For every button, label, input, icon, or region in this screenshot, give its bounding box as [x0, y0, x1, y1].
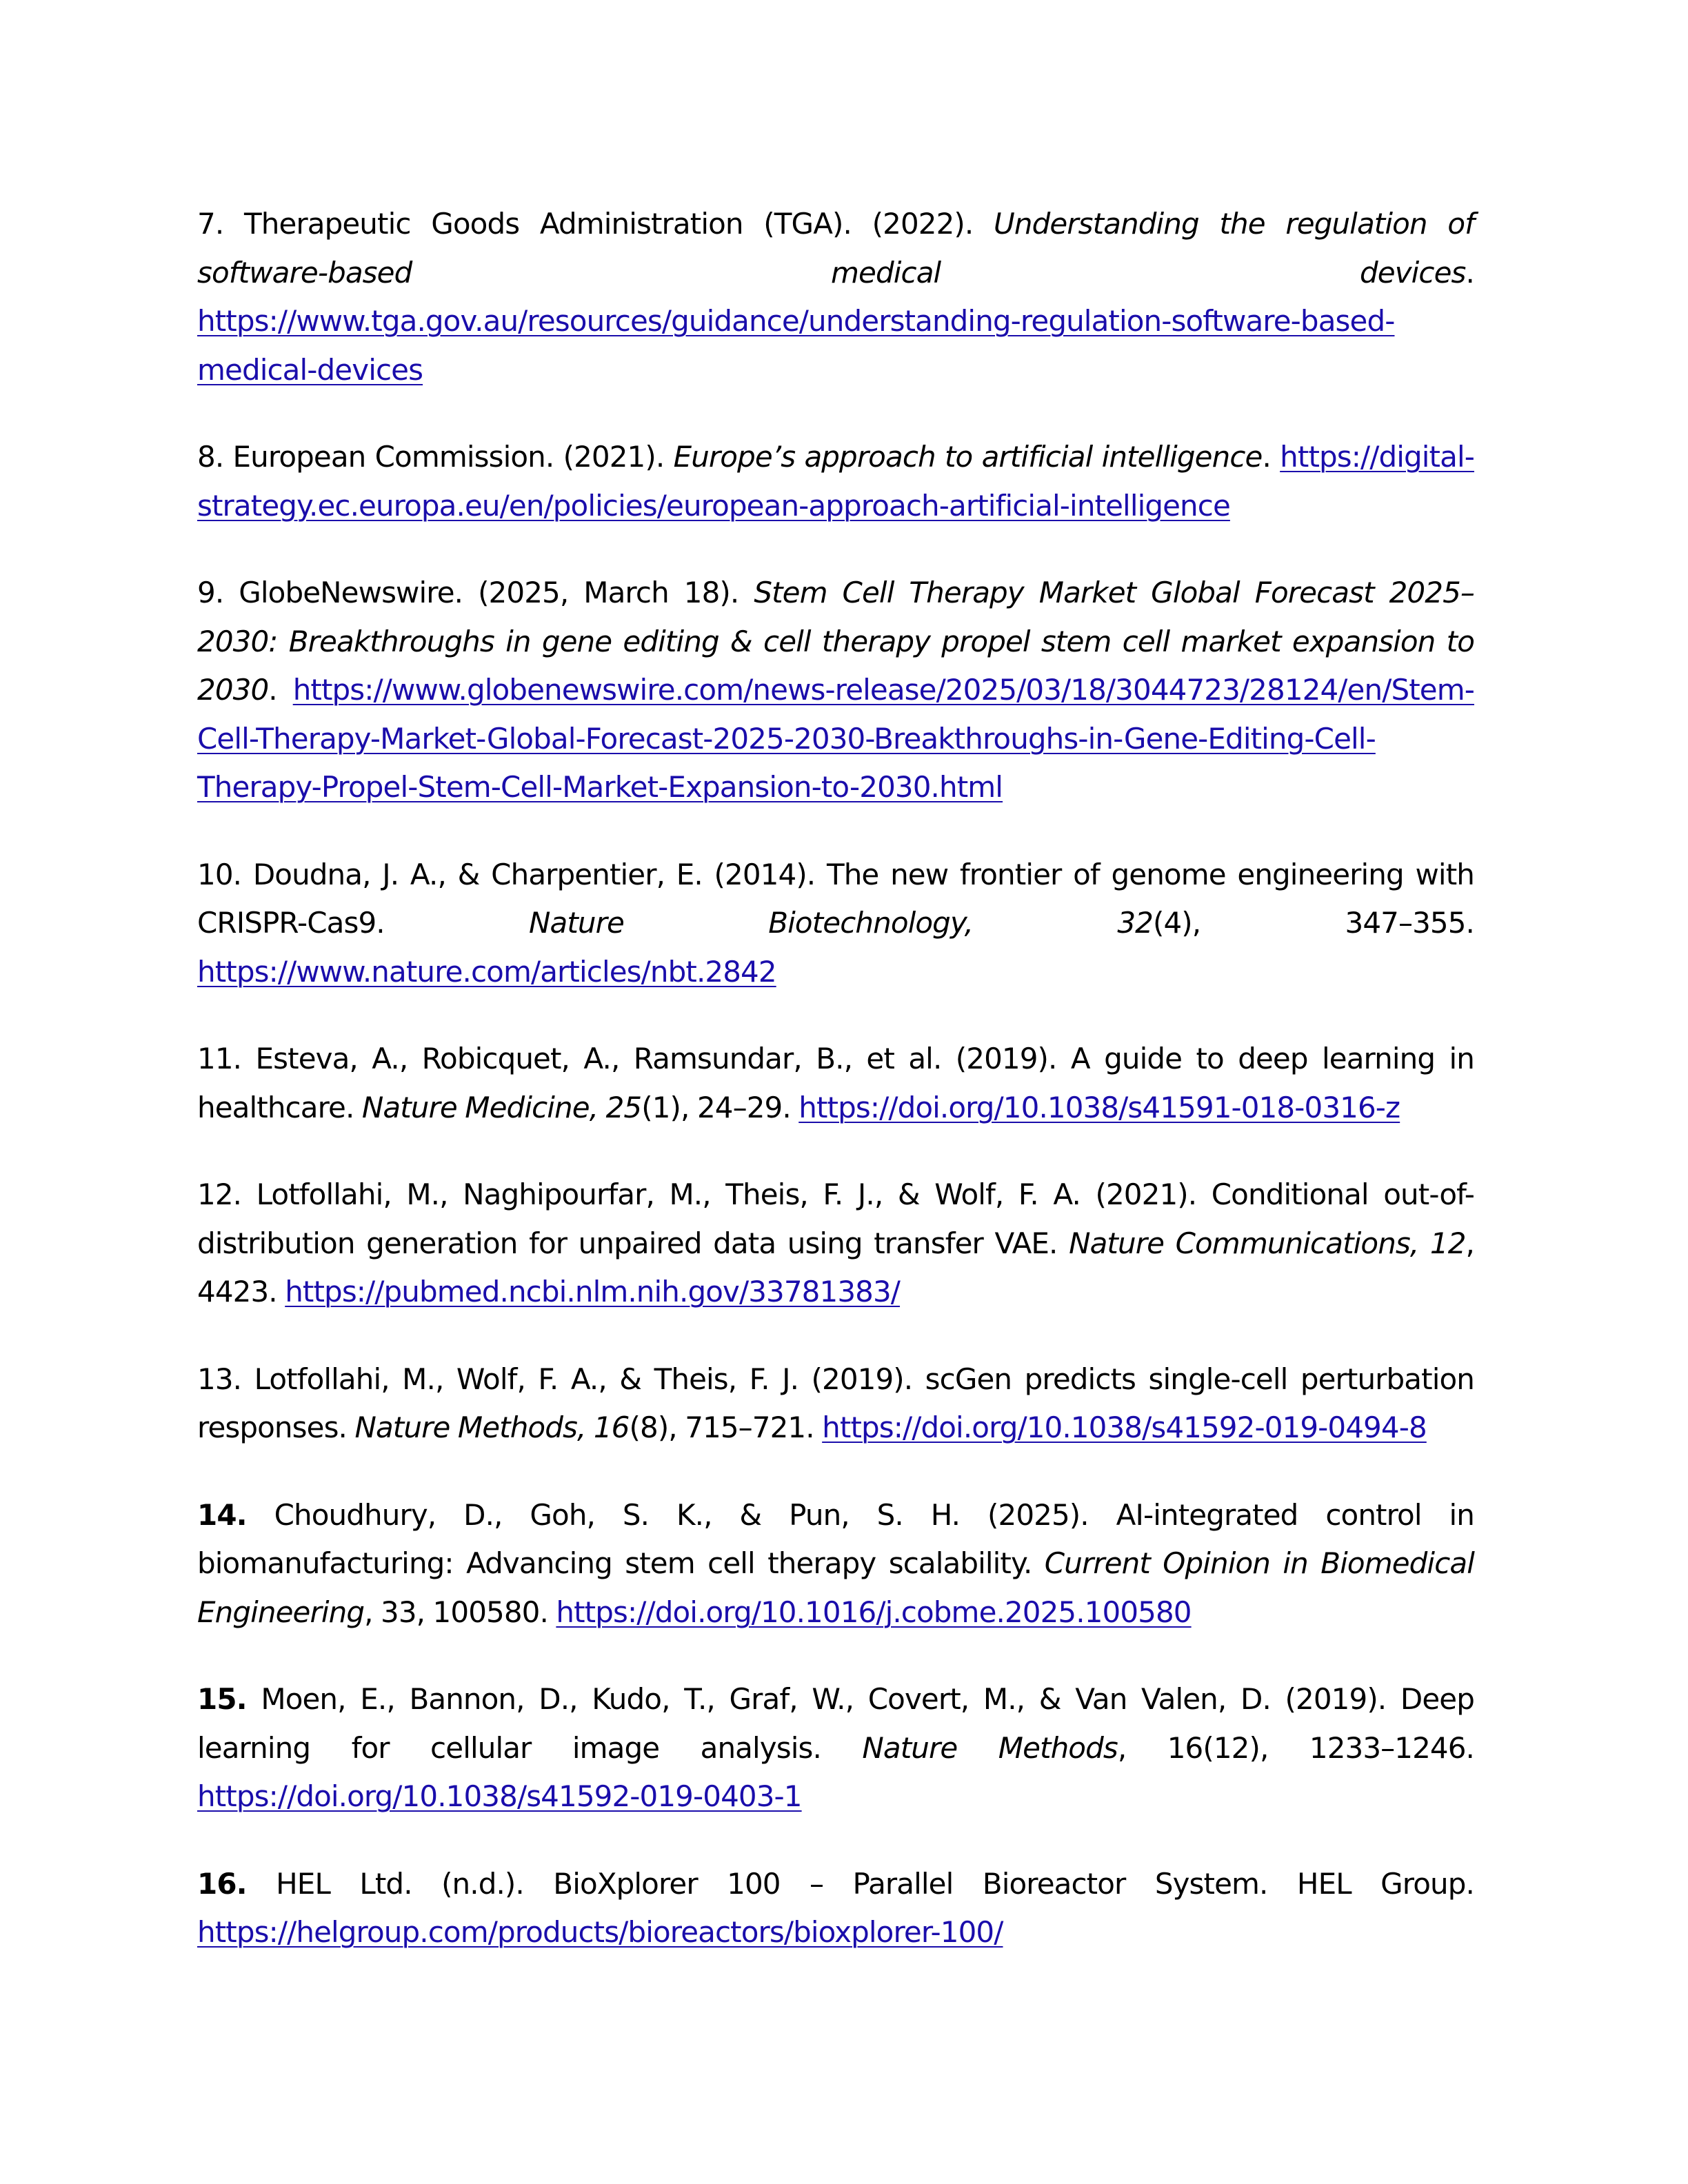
reference-italic-title: Current Opinion in Biomedical Engineering — [197, 1546, 1474, 1629]
reference-entry — [197, 1035, 1474, 1132]
reference-text: Choudhury, D., Goh, S. K., & Pun, S. H. (2025). AI-integrated control in biomanufacturing: Advancing stem cell therapy scalability. — [197, 1497, 1474, 1580]
reference-link[interactable]: https://digital-strategy.ec.europa.eu/en/policies/european-approach-artificial-intelligence — [197, 440, 1474, 523]
reference-italic-title: Nature Methods — [862, 1730, 1118, 1765]
reference-number: 15. — [197, 1682, 247, 1716]
reference-link[interactable]: https://doi.org/10.1016/j.cobme.2025.100580 — [556, 1595, 1192, 1629]
reference-text: European Commission. (2021). — [232, 440, 674, 474]
reference-text: Therapeutic Goods Administration (TGA). (2022). — [243, 207, 994, 241]
reference-entry — [197, 200, 1474, 394]
reference-link[interactable]: https://www.tga.gov.au/resources/guidance/understanding-regulation-software-based-medical-devices — [197, 304, 1395, 387]
reference-text: (1), 24–29. — [641, 1090, 799, 1124]
reference-number: 10. — [197, 857, 242, 891]
reference-link[interactable]: https://helgroup.com/products/bioreactors/bioxplorer-100/ — [197, 1915, 1003, 1949]
reference-number: 16. — [197, 1866, 247, 1901]
reference-number: 11. — [197, 1042, 242, 1075]
reference-entry — [197, 1860, 1474, 1957]
reference-text: Moen, E., Bannon, D., Kudo, T., Graf, W., Covert, M., & Van Valen, D. (2019). Deep learning for cellular image analysis. — [197, 1682, 1474, 1765]
reference-link[interactable]: https://www.globenewswire.com/news-release/2025/03/18/3044723/28124/en/Stem-Cell-Therapy-Market-Global-Forecast-2025-2030-Breakthroughs-in-Gene-Editing-Cell-Therapy-Propel-Stem-Cell-Market-Expansion-to-2030.html — [197, 673, 1474, 804]
reference-italic-title: Nature Biotechnology, 32 — [529, 906, 1153, 940]
reference-italic-title: Nature Communications, 12 — [1069, 1226, 1466, 1260]
reference-entry — [197, 569, 1474, 812]
reference-text: , 4423. — [197, 1226, 1474, 1308]
reference-italic-title: Europe’s approach to artificial intelligence — [673, 440, 1263, 474]
reference-entry — [197, 1355, 1474, 1453]
reference-number: 8. — [197, 440, 224, 474]
reference-text: Lotfollahi, M., Wolf, F. A., & Theis, F. J. (2019). scGen predicts single-cell perturbation responses. — [197, 1362, 1474, 1444]
reference-entry — [197, 1675, 1474, 1821]
reference-text: , 16(12), 1233–1246. — [1117, 1730, 1474, 1765]
reference-italic-title: Understanding the regulation of software-based medical devices — [197, 207, 1474, 290]
reference-list — [197, 200, 1474, 1996]
reference-italic-title: Nature Methods, 16 — [354, 1410, 630, 1444]
reference-link[interactable]: https://doi.org/10.1038/s41591-018-0316-z — [798, 1090, 1400, 1124]
reference-text: Lotfollahi, M., Naghipourfar, M., Theis, F. J., & Wolf, F. A. (2021). Conditional out-of-distribution generation for unpaired data using transfer VAE. — [197, 1177, 1474, 1260]
reference-number: 14. — [197, 1497, 247, 1532]
reference-entry — [197, 1171, 1474, 1317]
reference-italic-title: Stem Cell Therapy Market Global Forecast 2025–2030: Breakthroughs in gene editing & cell therapy propel stem cell market expansion to 2030 — [197, 576, 1474, 707]
reference-text: (8), 715–721. — [629, 1410, 823, 1444]
reference-text: HEL Ltd. (n.d.). BioXplorer 100 – Parallel Bioreactor System. HEL Group. — [276, 1866, 1474, 1901]
reference-text: . — [1465, 255, 1474, 290]
reference-number: 7. — [197, 207, 224, 241]
reference-entry — [197, 1491, 1474, 1637]
reference-text: . — [268, 673, 293, 707]
reference-number: 12. — [197, 1177, 242, 1211]
reference-text: GlobeNewswire. (2025, March 18). — [239, 576, 754, 609]
reference-italic-title: Nature Medicine, 25 — [361, 1090, 642, 1124]
reference-entry — [197, 433, 1474, 530]
reference-entry — [197, 851, 1474, 997]
reference-link[interactable]: https://doi.org/10.1038/s41592-019-0494-8 — [822, 1410, 1427, 1444]
reference-text: Doudna, J. A., & Charpentier, E. (2014). The new frontier of genome engineering with CRISPR-Cas9. — [197, 857, 1474, 940]
reference-number: 13. — [197, 1362, 242, 1396]
reference-link[interactable]: https://www.nature.com/articles/nbt.2842 — [197, 954, 776, 989]
reference-link[interactable]: https://doi.org/10.1038/s41592-019-0403-1 — [197, 1779, 802, 1813]
reference-text: Esteva, A., Robicquet, A., Ramsundar, B., et al. (2019). A guide to deep learning in healthcare. — [197, 1042, 1475, 1124]
reference-text: , 33, 100580. — [364, 1595, 556, 1629]
reference-link[interactable]: https://pubmed.ncbi.nlm.nih.gov/33781383/ — [285, 1275, 901, 1308]
reference-text: (4), 347–355. — [1153, 906, 1474, 940]
reference-text: . — [1262, 440, 1280, 474]
reference-number: 9. — [197, 576, 224, 609]
